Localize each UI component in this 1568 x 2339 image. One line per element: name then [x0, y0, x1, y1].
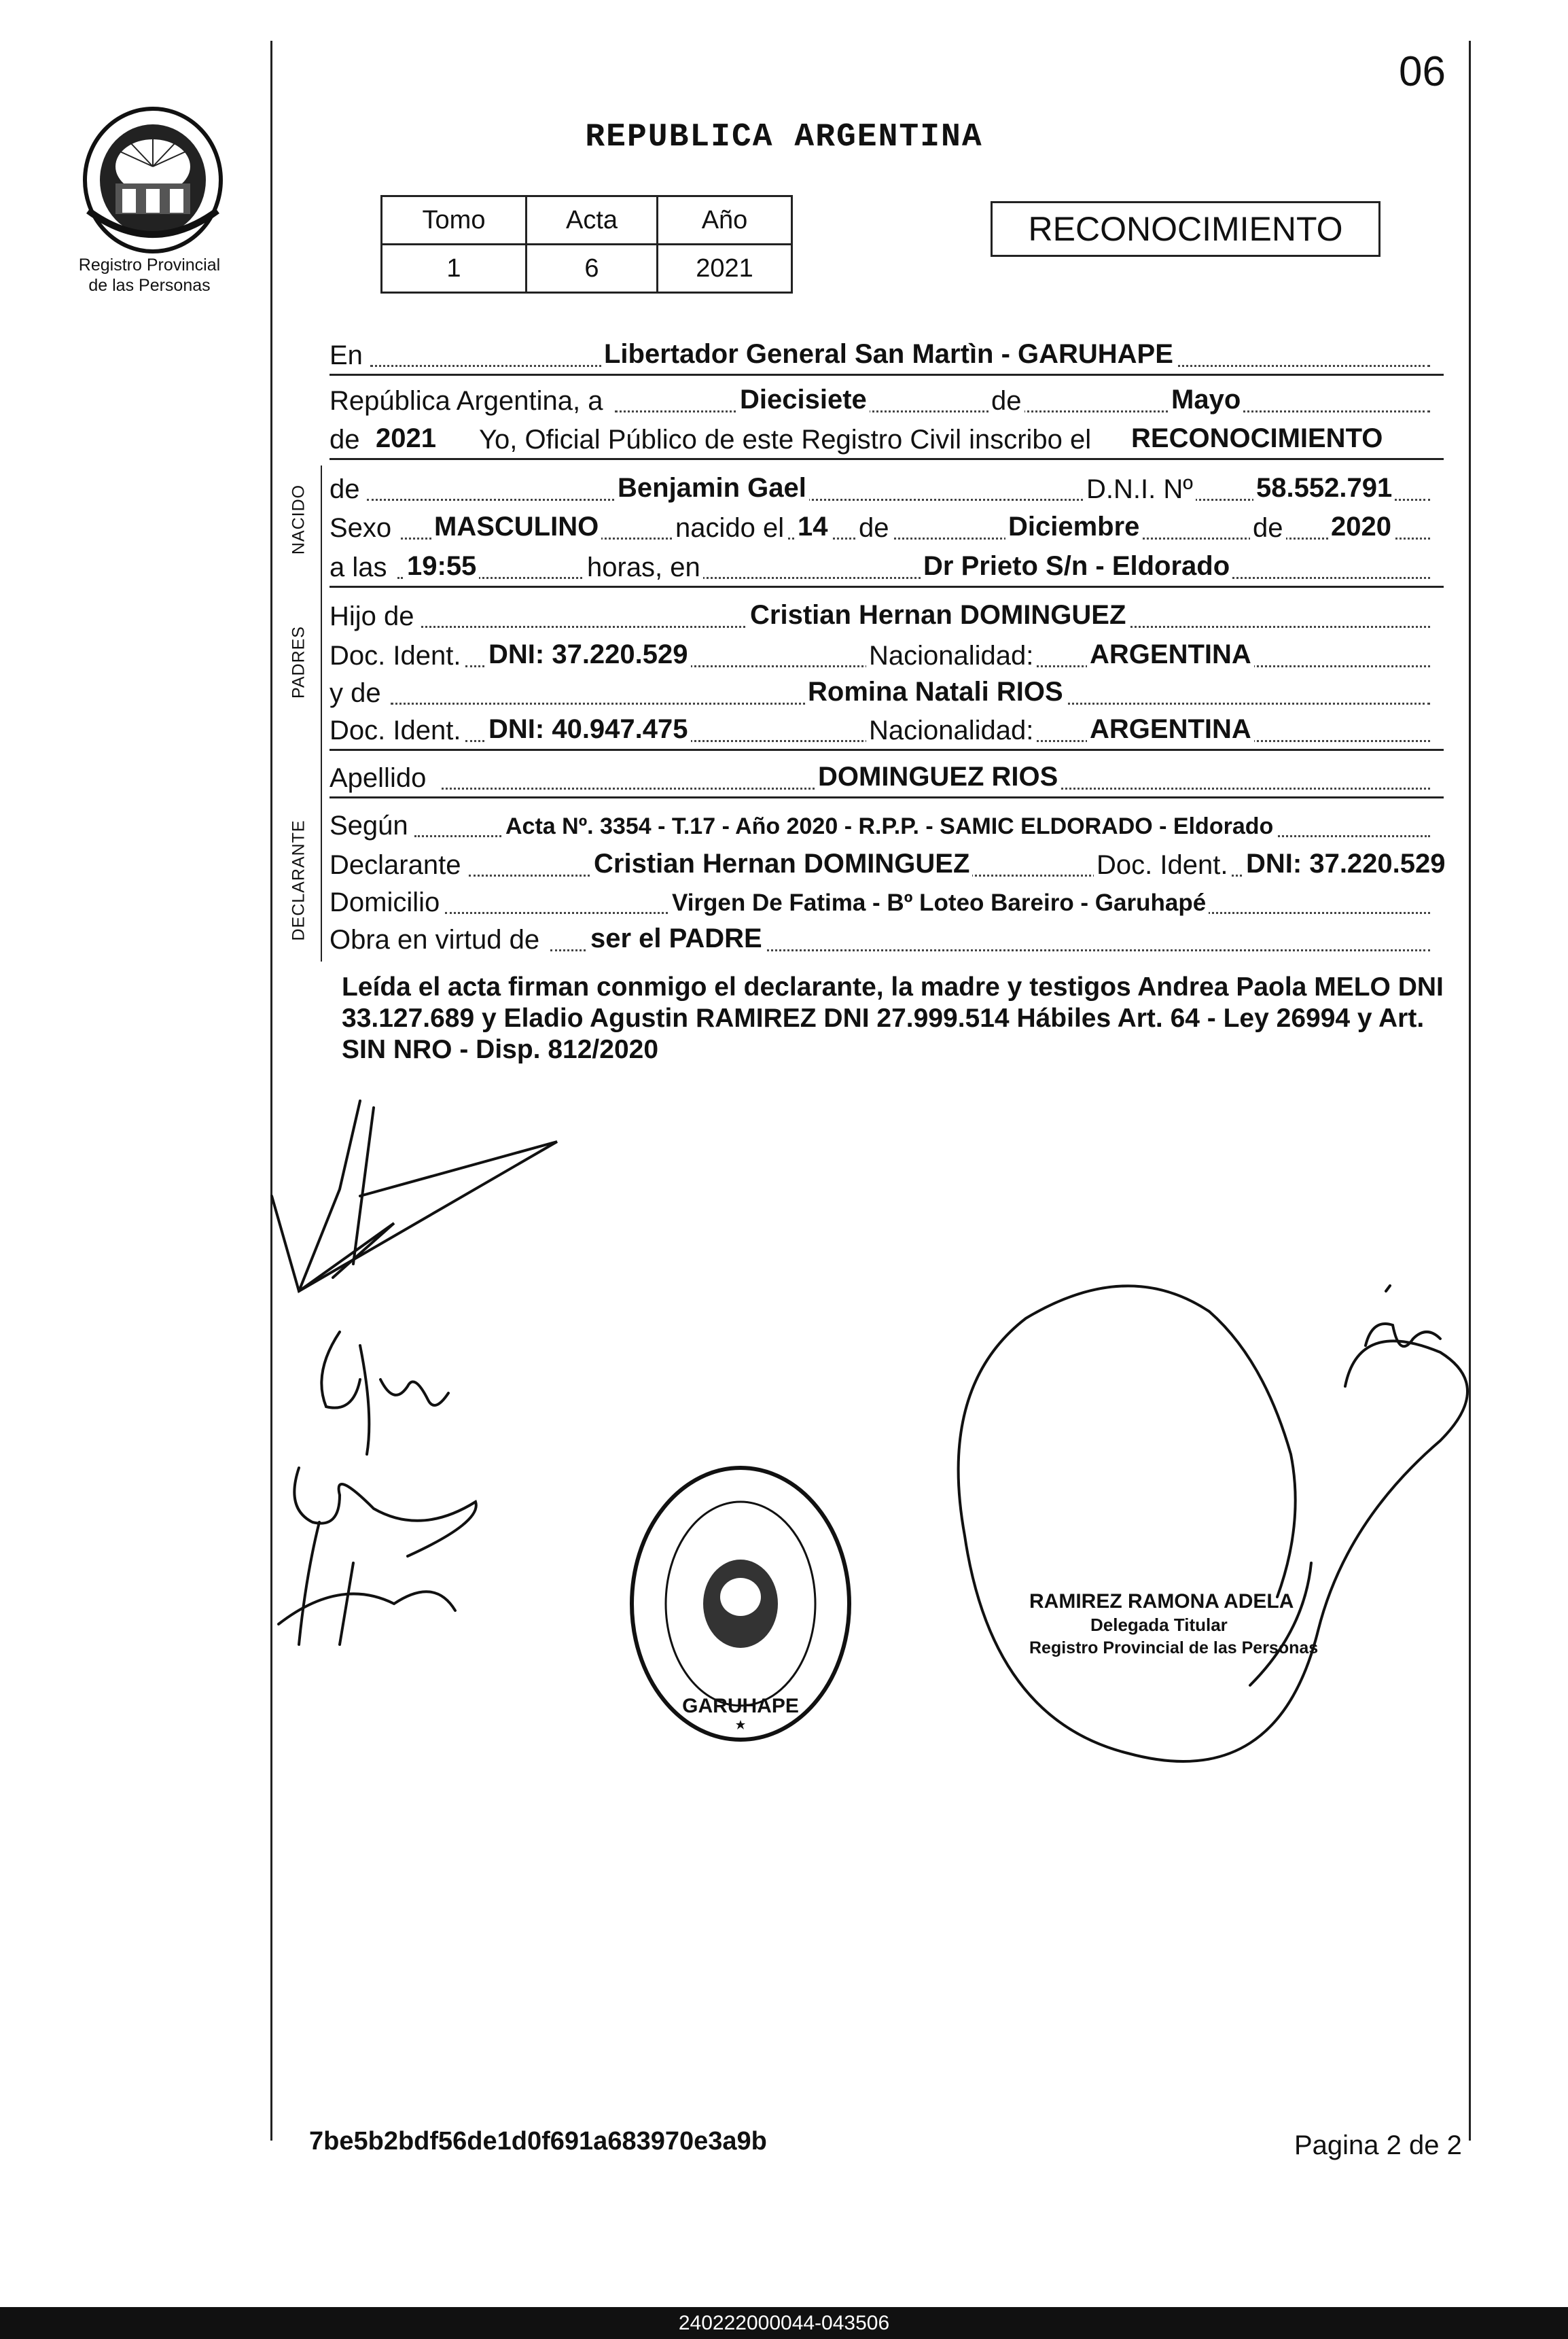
official-stamp: [1029, 1590, 1318, 1659]
nac-dia-value: 14: [795, 512, 831, 542]
mes-value: Mayo: [1169, 385, 1243, 415]
doc-ident-label: Doc. Ident.: [329, 641, 461, 671]
row-doc-madre: [329, 707, 1444, 751]
y-de-label: y de: [329, 678, 381, 708]
doc-ident-label: Doc. Ident.: [329, 716, 461, 745]
acta-header: Acta: [527, 196, 658, 245]
row-apellido: [329, 754, 1444, 798]
doc-madre-value: DNI: 40.947.475: [486, 714, 691, 745]
hijo-de-label: Hijo de: [329, 601, 414, 631]
lugar-nacimiento-value: Dr Prieto S/n - Eldorado: [921, 551, 1232, 582]
row-en: [329, 332, 1444, 376]
lugar-inscripcion-value: Libertador General San Martìn - GARUHAPE: [601, 339, 1176, 370]
obra-label: Obra en virtud de: [329, 925, 540, 955]
closing-statement: Leída el acta firman conmigo el declarante, la madre y testigos Andrea Paola MELO DNI 33.127.689 y Eladio Agustin RAMIREZ DNI 27.999.514 Hábiles Art. 64 - Ley 26994 y Art. SIN NRO - Disp. 812/2020: [342, 972, 1444, 1064]
official-signature: [924, 1278, 1481, 1808]
dni-label: D.N.I. Nº: [1084, 474, 1196, 505]
de-label: de: [988, 386, 1024, 417]
declarante-value: Cristian Hernan DOMINGUEZ: [591, 849, 972, 879]
nacionalidad-label: Nacionalidad:: [866, 716, 1036, 746]
acta-value: 6: [527, 245, 658, 293]
doc-declarante-value: DNI: 37.220.529: [1243, 849, 1448, 879]
nacido-el-label: nacido el: [673, 513, 787, 544]
apellido-label: Apellido: [329, 763, 427, 793]
act-type-box: RECONOCIMIENTO: [991, 201, 1380, 257]
nombre-value: Benjamin Gael: [615, 473, 809, 504]
row-nacido-nombre: [329, 465, 1444, 508]
doc-padre-value: DNI: 37.220.529: [486, 639, 691, 670]
obra-value: ser el PADRE: [588, 924, 765, 954]
official-role: Delegada Titular: [1090, 1615, 1228, 1635]
right-margin-line: [1469, 41, 1471, 2141]
logo-caption-line2: de las Personas: [88, 276, 211, 295]
row-padre: [329, 593, 1444, 635]
sexo-value: MASCULINO: [431, 512, 601, 542]
a-las-label: a las: [329, 552, 387, 582]
handwritten-signatures: [258, 1087, 584, 1672]
anio-value: 2021: [658, 245, 792, 293]
document-title: REPUBLICA ARGENTINA: [585, 119, 983, 156]
nacionalidad-label: Nacionalidad:: [866, 641, 1036, 671]
declarante-label: Declarante: [329, 850, 461, 880]
anio-header: Año: [658, 196, 792, 245]
logo-caption: [48, 255, 251, 296]
apellido-value: DOMINGUEZ RIOS: [815, 762, 1061, 792]
row-fecha: [329, 377, 1444, 419]
dia-value: Diecisiete: [737, 385, 870, 415]
row-madre: [329, 669, 1444, 711]
horas-en-label: horas, en: [584, 552, 703, 583]
madre-value: Romina Natali RIOS: [805, 677, 1066, 707]
sexo-label: Sexo: [329, 513, 392, 543]
official-oval-seal: [625, 1461, 856, 1746]
registry-table-value-row: [382, 245, 792, 293]
section-label-padres: PADRES: [289, 626, 308, 699]
barcode-strip: 240222000044-043506: [0, 2307, 1568, 2339]
de2-label: de: [329, 425, 360, 455]
section-label-nacido: NACIDO: [289, 484, 308, 555]
row-inscribo: [329, 416, 1444, 460]
segun-label: Según: [329, 811, 408, 841]
hora-value: 19:55: [404, 551, 479, 582]
nacionalidad-madre-value: ARGENTINA: [1087, 714, 1254, 745]
nac-mes-value: Diciembre: [1005, 512, 1142, 542]
domicilio-value: Virgen De Fatima - Bº Loteo Bareiro - Garuhapé: [669, 890, 1209, 917]
yo-label: Yo, Oficial Público de este Registro Civil inscribo el: [479, 425, 1092, 455]
nacionalidad-padre-value: ARGENTINA: [1087, 639, 1254, 670]
padre-value: Cristian Hernan DOMINGUEZ: [747, 600, 1128, 631]
row-segun: [329, 802, 1444, 844]
dni-value: 58.552.791: [1253, 473, 1395, 504]
republica-label: República Argentina, a: [329, 386, 603, 416]
registry-table-header-row: [382, 196, 792, 245]
domicilio-label: Domicilio: [329, 887, 440, 917]
nac-de2-label: de: [1250, 513, 1286, 544]
page-number: 06: [1399, 48, 1446, 95]
page-indicator: Pagina 2 de 2: [1294, 2130, 1462, 2160]
doc-ident-label: Doc. Ident.: [1094, 850, 1230, 881]
section-divider-line: [321, 465, 322, 962]
anio-inscripcion-value: 2021: [376, 423, 436, 453]
nacido-de-label: de: [329, 474, 360, 504]
nac-anio-value: 2020: [1328, 512, 1394, 542]
official-name: RAMIREZ RAMONA ADELA: [1029, 1590, 1294, 1613]
row-sexo: [329, 504, 1444, 546]
section-label-declarante: DECLARANTE: [289, 820, 308, 941]
row-domicilio: [329, 879, 1444, 921]
row-doc-padre: [329, 632, 1444, 674]
document-hash: 7be5b2bdf56de1d0f691a683970e3a9b: [309, 2127, 767, 2156]
dotted-fill: [397, 577, 1430, 579]
row-hora-lugar: [329, 544, 1444, 588]
tomo-value: 1: [382, 245, 527, 293]
tomo-header: Tomo: [382, 196, 527, 245]
seal-bottom-text: GARUHAPE: [682, 1695, 799, 1717]
row-declarante: [329, 841, 1444, 883]
nac-de-label: de: [856, 513, 892, 544]
registry-table: [380, 195, 793, 294]
segun-value: Acta Nº. 3354 - T.17 - Año 2020 - R.P.P. - SAMIC ELDORADO - Eldorado: [503, 813, 1276, 840]
official-office: Registro Provincial de las Personas: [1029, 1638, 1319, 1657]
row-obra: [329, 916, 1444, 958]
inscribo-value: RECONOCIMIENTO: [1131, 423, 1383, 453]
en-label: En: [329, 340, 363, 370]
logo-caption-line1: Registro Provincial: [78, 256, 221, 275]
